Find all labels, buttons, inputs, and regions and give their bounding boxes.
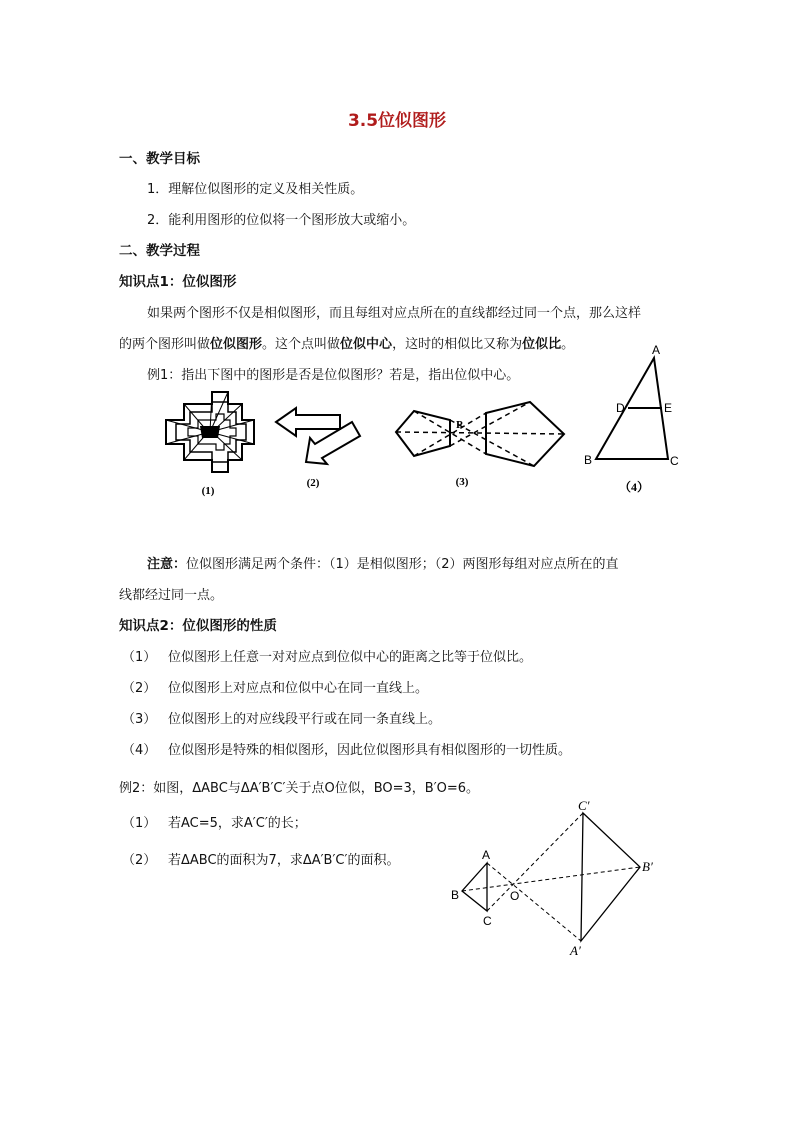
example-2-question-2: （2） 若ΔABC的面积为7，求ΔA′B′C′的面积。	[122, 853, 400, 868]
ex2-point-b: B	[451, 888, 460, 902]
property-2: （2） 位似图形上对应点和位似中心在同一直线上。	[122, 681, 429, 696]
page-title: 3.5位似图形	[347, 111, 447, 131]
term-ratio: 位似比	[522, 337, 562, 352]
example-1-question: 例1：指出下图中的图形是否是位似图形？若是，指出位似中心。	[147, 368, 520, 383]
figure-1-caption: (1)	[201, 485, 215, 497]
note-line-2: 线都经过同一点。	[119, 588, 224, 603]
section-objectives-heading: 一、教学目标	[119, 151, 200, 167]
ex2-point-b-prime: B′	[642, 859, 653, 874]
figure-3-pentagons	[396, 402, 564, 466]
term-homothetic-figure: 位似图形	[210, 337, 263, 352]
example-2-question-1: （1） 若AC=5，求A′C′的长；	[122, 816, 307, 831]
example-2-figure	[440, 795, 680, 965]
figure-4-point-d: D	[616, 401, 625, 415]
example-1-figures	[150, 340, 690, 500]
figure-4-point-a: A	[652, 343, 661, 357]
figure-4-triangle	[596, 358, 668, 459]
knowledge-point-2-heading: 知识点2：位似图形的性质	[119, 618, 277, 634]
note-line-1: 注意：位似图形满足两个条件：（1）是相似图形；（2）两图形每组对应点所在的直	[147, 557, 619, 572]
ex2-point-c-prime: C′	[578, 798, 590, 813]
knowledge-point-1-heading: 知识点1：位似图形	[119, 274, 237, 290]
example-2-intro: 例2：如图，ΔABC与ΔA′B′C′关于点O位似，BO=3，B′O=6。	[119, 781, 480, 796]
ex2-point-o: O	[510, 889, 520, 903]
figure-2-arrows	[276, 408, 360, 464]
ex2-point-a: A	[482, 848, 491, 862]
property-1: （1） 位似图形上任意一对对应点到位似中心的距离之比等于位似比。	[122, 650, 533, 665]
figure-4-point-b: B	[584, 453, 593, 467]
figure-3-point-p: P	[456, 419, 463, 431]
figure-2-caption: (2)	[306, 477, 320, 489]
objective-item-2: 2．能利用图形的位似将一个图形放大或缩小。	[147, 213, 416, 228]
definition-line-2: 的两个图形叫做位似图形。这个点叫做位似中心，这时的相似比又称为位似比。	[119, 337, 575, 352]
note-label: 注意：	[147, 557, 187, 572]
figure-4-point-c: C	[670, 454, 679, 468]
figure-4-caption: （4）	[618, 480, 650, 494]
objective-item-1: 1．理解位似图形的定义及相关性质。	[147, 182, 364, 197]
property-3: （3） 位似图形上的对应线段平行或在同一条直线上。	[122, 712, 442, 727]
figure-3-caption: (3)	[455, 476, 469, 488]
term-center: 位似中心	[340, 337, 393, 352]
property-4: （4） 位似图形是特殊的相似图形，因此位似图形具有相似图形的一切性质。	[122, 743, 572, 758]
section-process-heading: 二、教学过程	[119, 243, 200, 259]
figure-4-point-e: E	[664, 401, 673, 415]
ex2-point-c: C	[483, 914, 492, 928]
figure-1-nested-crosses	[166, 392, 254, 472]
ex2-point-a-prime: A′	[570, 943, 581, 958]
definition-line-1: 如果两个图形不仅是相似图形，而且每组对应点所在的直线都经过同一个点，那么这样	[147, 306, 642, 321]
